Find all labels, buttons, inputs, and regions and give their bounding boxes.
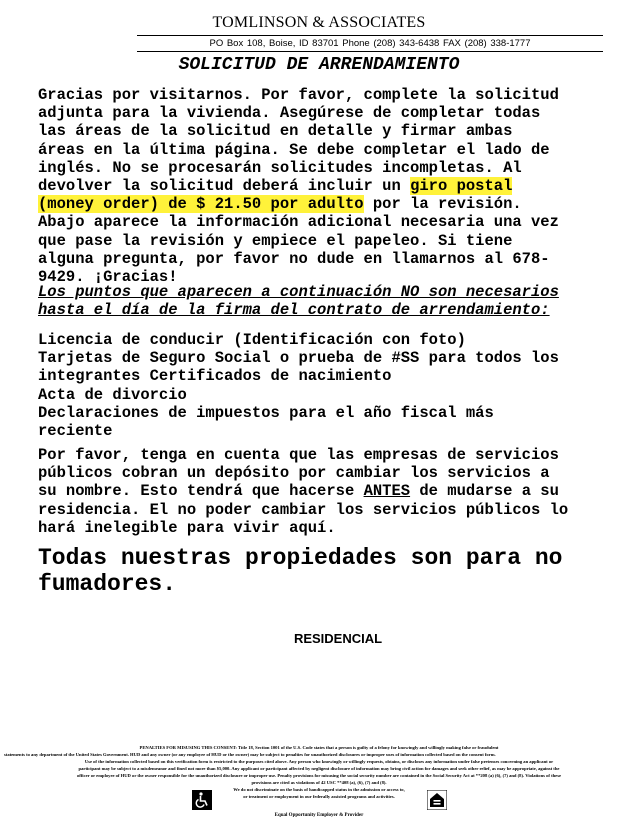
intro-line: Abajo aparece la información adicional necesaria una vez xyxy=(38,213,559,232)
intro-line: 9429. ¡Gracias! xyxy=(38,268,178,287)
fine-print-line: provisions are cited as violations of 42 USC **408 (a), (6), (7) and (8). xyxy=(251,780,387,785)
intro-line: que pase la revisión y empiece el papeleo. Si tiene xyxy=(38,231,513,250)
notice-line: Los puntos que aparecen a continuación NO son necesarios xyxy=(38,283,559,301)
document-item: Licencia de conducir (Identificación con foto) xyxy=(38,331,466,349)
document-item: Tarjetas de Seguro Social o prueba de #SS para todos los xyxy=(38,349,559,368)
documents-list xyxy=(38,331,608,440)
highlight-money-order: giro postal xyxy=(410,177,513,196)
fine-print-line: participant may be subject to a misdemeanor and fined not more than $5,000. Any applicant or participant affected by negligent disclosure of information may bring civil action for damages and seek other relief, as may be appropriate, against the xyxy=(78,766,560,771)
notice-paragraph xyxy=(38,283,608,319)
fine-print-line: Use of the information collected based on this verification form is restricted to the purposes cited above. Any person who knowingly or willingly requests, obtains, or discloses any information under false pretenses concerning an applicant or xyxy=(84,759,554,764)
equal-housing-opportunity-icon xyxy=(427,790,447,810)
section-label: RESIDENCIAL xyxy=(293,631,383,646)
fine-print-line: statements to any department of the United States Government. HUD and any owner (or any employee of HUD or the owner) may be subject to penalties for unauthorized disclosures or improper uses of information collected based on the consent form. xyxy=(4,752,496,757)
header-rule-bottom xyxy=(137,51,603,52)
intro-text: devolver la solicitud deberá incluir un xyxy=(38,177,411,196)
utilities-line: Por favor, tenga en cuenta que las empresas de servicios xyxy=(38,446,559,464)
fine-print-line: officer or employee of HUD or the owner responsible for the unauthorized disclosure or improper use. Penalty provisions for misusing the social security number are contained in the Social Security Act at **208 (a) (6), (7) and (8). Violations of these xyxy=(76,773,562,778)
utilities-line: residencia. El no poder cambiar los servicios públicos lo xyxy=(38,500,569,519)
notice-line: hasta el día de la firma del contrato de arrendamiento: xyxy=(38,301,550,320)
intro-line: Gracias por visitarnos. Por favor, complete la solicitud xyxy=(38,86,559,104)
utilities-line xyxy=(38,482,608,500)
antes-emphasis: ANTES xyxy=(363,482,411,501)
no-smoking-line: fumadores. xyxy=(38,571,177,597)
equal-opportunity-footer: Equal Opportunity Employer & Provider xyxy=(274,813,364,818)
utilities-paragraph xyxy=(38,446,608,537)
intro-line xyxy=(38,195,608,213)
intro-line: alguna pregunta, por favor no dude en llamarnos al 678- xyxy=(38,249,550,268)
form-title: SOLICITUD DE ARRENDAMIENTO xyxy=(178,55,460,75)
utilities-line: públicos cobran un depósito por cambiar los servicios a xyxy=(38,464,550,483)
document-item: reciente xyxy=(38,422,113,441)
intro-paragraph xyxy=(38,86,608,286)
utilities-line: hará inelegible para vivir aquí. xyxy=(38,518,336,537)
intro-line: adjunta para la vivienda. Asegúrese de completar todas xyxy=(38,104,541,123)
document-item: Declaraciones de impuestos para el año fiscal más xyxy=(38,403,494,422)
no-smoking-notice xyxy=(38,545,618,597)
intro-line: inglés. No se procesarán solicitudes incompletas. Al xyxy=(38,158,522,177)
document-item: integrantes Certificados de nacimiento xyxy=(38,367,392,386)
intro-line: áreas en la última página. Se debe completar el lado de xyxy=(38,140,550,159)
intro-line: las áreas de la solicitud en detalle y firmar ambas xyxy=(38,122,513,141)
utilities-text: de mudarse a su xyxy=(410,482,559,501)
header-rule-top xyxy=(137,35,603,36)
fine-print-line: or treatment or employment in our federally assisted programs and activities. xyxy=(243,794,395,799)
contact-line: PO Box 108, Boise, ID 83701 Phone (208) 343-6438 FAX (208) 338-1777 xyxy=(209,38,531,49)
utilities-text: su nombre. Esto tendrá que hacerse xyxy=(38,482,364,501)
fine-print-line: PENALTIES FOR MISUSING THIS CONSENT: Title 18, Section 1001 of the U.S. Code states that a person is guilty of a felony for knowingly and willingly making false or fraudulent xyxy=(139,745,499,750)
fine-print-line: We do not discriminate on the basis of handicapped status in the admission or access to, xyxy=(233,787,405,792)
highlight-fee: (money order) de $ 21.50 por adulto xyxy=(38,195,364,214)
intro-line xyxy=(38,177,608,195)
wheelchair-accessibility-icon xyxy=(192,790,212,810)
company-name: TOMLINSON & ASSOCIATES xyxy=(212,14,426,31)
document-item: Acta de divorcio xyxy=(38,385,187,404)
intro-text: por la revisión. xyxy=(363,195,522,214)
no-smoking-line: Todas nuestras propiedades son para no xyxy=(38,545,563,571)
